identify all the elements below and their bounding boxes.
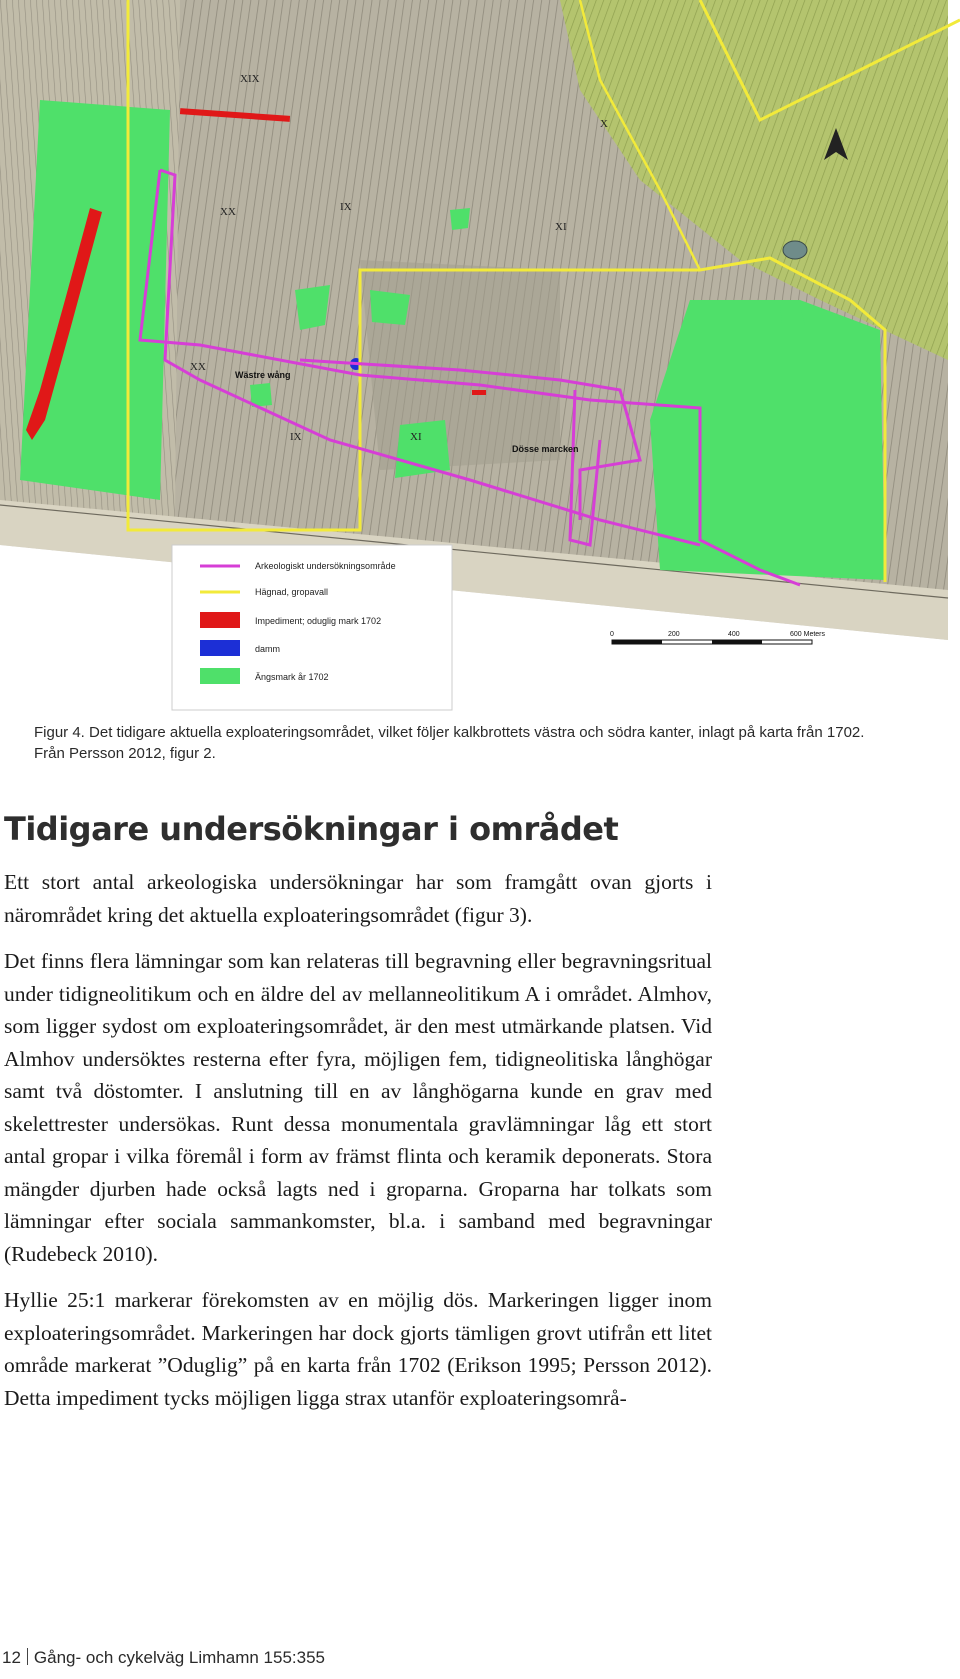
meadow-small-1 — [295, 285, 330, 330]
impediment-small — [472, 390, 486, 395]
scale-tick-label: 600 Meters — [790, 631, 826, 638]
scale-tick-label: 200 — [668, 631, 680, 638]
footer-separator — [27, 1648, 28, 1665]
meadow-small-5 — [450, 208, 470, 230]
map-numeral: XI — [410, 431, 422, 443]
figure-caption — [34, 722, 934, 764]
paragraph: Det finns flera lämningar som kan relateras till begravning eller begravningsritual under tidigneolitikum och en äldre del av mellanneolitikum A i området. Almhov, som ligger sydost om exploateringsområdet, är den mest utmärkande platsen. Vid Almhov undersöktes resterna efter fyra, möjligen fem, tidigneolitiska långhögar samt två döstomter. I anslutning till en av långhögarna kunde en grav med skelettrester undersökas. Runt dessa monumentala gravlämningar låg ett stort antal gropar i vilka föremål i form av främst flinta och keramik deponerats. Stora mängder djurben hade också lagts ned i groparna. Groparna har tolkats som lämningar efter sociala sammankomster, bl.a. i samband med begravningar (Rudebeck 2010). — [4, 949, 712, 1266]
map-numeral: XX — [220, 206, 236, 218]
map-numeral: IX — [340, 201, 352, 213]
body-text — [4, 866, 712, 1428]
scale-tick-label: 400 — [728, 631, 740, 638]
paragraph: Hyllie 25:1 markerar förekomsten av en möjlig dös. Markeringen ligger inom exploateringsområdet. Markeringen har dock gjorts tämligen grovt utifrån ett litet område markerat ”Oduglig” på en karta från 1702 (Erikson 1995; Persson 2012). Detta impediment tycks möjligen ligga strax utanför exploateringsområ- — [4, 1288, 712, 1410]
map-numeral: IX — [290, 431, 302, 443]
page-number: 12 — [2, 1648, 21, 1667]
caption-line-2: Från Persson 2012, figur 2. — [34, 745, 216, 762]
meadow-west — [20, 100, 170, 500]
historical-map-figure — [0, 0, 960, 712]
legend-label-meadow: Ängsmark år 1702 — [255, 672, 329, 682]
legend-label-pond: damm — [255, 644, 281, 654]
paragraph: Ett stort antal arkeologiska undersökningar har som framgått ovan gjorts i närområdet kring det aktuella exploateringsområdet (figur 3). — [4, 870, 712, 927]
section-title: Tidigare undersökningar i området — [4, 810, 619, 848]
map-numeral: XIX — [240, 73, 260, 85]
caption-line-1: Figur 4. Det tidigare aktuella exploateringsområdet, vilket följer kalkbrottets västra och södra kanter, inlagt på karta från 1702. — [34, 724, 865, 741]
legend-swatch-meadow — [200, 668, 240, 684]
legend-label-fence: Hägnad, gropavall — [255, 587, 329, 597]
place-label-wastre-wang: Wästre wång — [235, 370, 291, 380]
legend-swatch-pond — [200, 640, 240, 656]
pond-ne — [783, 241, 807, 259]
legend-swatch-impediment — [200, 612, 240, 628]
report-title: Gång- och cykelväg Limhamn 155:355 — [33, 1648, 325, 1667]
map-numeral: XX — [190, 361, 206, 373]
map-numeral: XI — [555, 221, 567, 233]
map-legend — [172, 545, 452, 710]
legend-label-impediment: Impediment; oduglig mark 1702 — [255, 616, 382, 626]
meadow-east — [650, 300, 885, 580]
scale-tick-label: 0 — [610, 631, 614, 638]
map-numeral: X — [600, 118, 608, 130]
meadow-small-2 — [370, 290, 410, 325]
place-label-dosse-marcken: Dösse marcken — [512, 444, 579, 454]
page-footer — [2, 1648, 325, 1668]
meadow-small-3 — [395, 420, 450, 478]
legend-label-survey: Arkeologiskt undersökningsområde — [255, 561, 396, 571]
